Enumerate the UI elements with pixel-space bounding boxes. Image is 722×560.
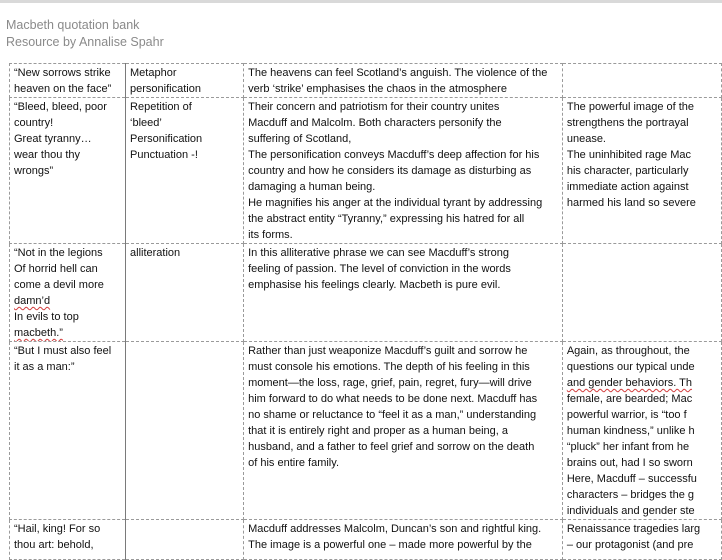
document-title: Macbeth quotation bank xyxy=(6,18,140,32)
quote-cell[interactable] xyxy=(10,98,126,244)
comment-line: characters – bridges the g xyxy=(566,489,695,501)
document-header xyxy=(6,17,164,51)
quote-cell[interactable] xyxy=(10,244,126,342)
analysis-line: husband, and a father to feel grief and sorrow on the death xyxy=(248,441,535,453)
quote-line-misspelled: macbeth.” xyxy=(14,327,63,339)
technique-line: ‘bleed’ xyxy=(130,117,162,129)
technique-cell[interactable] xyxy=(126,98,244,244)
technique-cell[interactable] xyxy=(126,64,244,98)
quote-line: come a devil more xyxy=(14,279,104,291)
quotation-table xyxy=(9,63,722,560)
technique-line: Punctuation -! xyxy=(130,149,198,161)
analysis-line: of his entire family. xyxy=(248,457,339,469)
analysis-line: The image is a powerful one – made more powerful by the xyxy=(248,539,532,551)
analysis-line: Their concern and patriotism for their country unites xyxy=(248,101,500,113)
comment-line: The powerful image of the xyxy=(566,101,695,113)
technique-cell[interactable] xyxy=(126,520,244,560)
analysis-line: emphasise his feelings clearly. Macbeth is pure evil. xyxy=(248,279,501,291)
quote-line: Of horrid hell can xyxy=(14,263,98,275)
comment-line: harmed his land so severe xyxy=(566,197,696,209)
analysis-line: damaging a human being. xyxy=(248,181,376,193)
quote-line: country! xyxy=(14,117,54,129)
technique-line: Personification xyxy=(130,133,203,145)
comment-line: powerful warrior, is “too f xyxy=(566,409,687,421)
quote-line: “Hail, king! For so xyxy=(14,523,101,535)
technique-line: personification xyxy=(130,83,201,95)
analysis-cell[interactable] xyxy=(244,244,563,342)
analysis-cell[interactable] xyxy=(244,520,563,560)
analysis-line: feeling of passion. The level of conviction in the words xyxy=(248,263,511,275)
comment-cell[interactable] xyxy=(562,244,721,342)
comment-line: human kindness,” unlike h xyxy=(566,425,695,437)
analysis-line: must console his emotions. The depth of his feeling in this xyxy=(248,361,530,373)
analysis-line: The heavens can feel Scotland’s anguish. The violence of the xyxy=(248,67,548,79)
comment-cell[interactable] xyxy=(562,342,721,520)
quote-line-misspelled: damn’d xyxy=(14,295,51,307)
table-row xyxy=(10,520,722,560)
analysis-line: no shame or reluctance to “feel it as a man,” understanding xyxy=(248,409,537,421)
comment-line: female, are bearded; Mac xyxy=(566,393,693,405)
quote-line: “New sorrows strike xyxy=(14,67,111,79)
analysis-line: that it is entirely right and proper as a human being, a xyxy=(248,425,508,437)
analysis-line: Macduff addresses Malcolm, Duncan’s son and rightful king. xyxy=(248,523,542,535)
table-row xyxy=(10,342,722,520)
table-row xyxy=(10,244,722,342)
comment-line: brains out, had I so sworn xyxy=(566,457,693,469)
quote-line: Great tyranny… xyxy=(14,133,92,145)
comment-cell[interactable] xyxy=(562,520,721,560)
analysis-line: him forward to do what needs to be done next. Macduff has xyxy=(248,393,538,405)
quote-line: it as a man:” xyxy=(14,361,75,373)
comment-line: unease. xyxy=(566,133,606,145)
comment-line-misspelled: and gender behaviors. Th xyxy=(566,377,693,389)
quote-line: “Not in the legions xyxy=(14,247,103,259)
technique-cell[interactable] xyxy=(126,244,244,342)
analysis-line: Rather than just weaponize Macduff’s guilt and sorrow he xyxy=(248,345,528,357)
analysis-line: the abstract entity “Tyranny,” expressing his hatred for all xyxy=(248,213,525,225)
comment-cell[interactable] xyxy=(562,98,721,244)
technique-cell[interactable] xyxy=(126,342,244,520)
analysis-line: He magnifies his anger at the individual tyrant by addressing xyxy=(248,197,543,209)
comment-line: strengthens the portrayal xyxy=(566,117,689,129)
quote-cell[interactable] xyxy=(10,342,126,520)
comment-line: Here, Macduff – successfu xyxy=(566,473,697,485)
comment-line: The uninhibited rage Mac xyxy=(566,149,691,161)
technique-line: Repetition of xyxy=(130,101,192,113)
comment-cell[interactable] xyxy=(562,64,721,98)
analysis-line: its forms. xyxy=(248,229,293,241)
analysis-line: country and how he considers its damage as disturbing as xyxy=(248,165,532,177)
quote-line: wrongs” xyxy=(14,165,54,177)
comment-line: immediate action against xyxy=(566,181,689,193)
technique-line: Metaphor xyxy=(130,67,177,79)
analysis-line: The personification conveys Macduff’s deep affection for his xyxy=(248,149,540,161)
comment-line: his character, particularly xyxy=(566,165,689,177)
top-border-strip xyxy=(0,0,722,3)
table-row xyxy=(10,64,722,98)
quote-line: thou art: behold, xyxy=(14,539,94,551)
quote-line: “But I must also feel xyxy=(14,345,112,357)
comment-line: individuals and gender ste xyxy=(566,505,695,517)
quote-line: In evils to top xyxy=(14,311,79,323)
quote-cell[interactable] xyxy=(10,64,126,98)
comment-line: Again, as throughout, the xyxy=(566,345,690,357)
comment-line: – our protagonist (and pre xyxy=(566,539,694,551)
quote-line: heaven on the face” xyxy=(14,83,112,95)
technique-line: alliteration xyxy=(130,247,181,259)
quote-line: “Bleed, bleed, poor xyxy=(14,101,107,113)
analysis-cell[interactable] xyxy=(244,342,563,520)
analysis-cell[interactable] xyxy=(244,98,563,244)
analysis-line: moment—the loss, rage, grief, pain, regret, fury—will drive xyxy=(248,377,532,389)
quote-cell[interactable] xyxy=(10,520,126,560)
analysis-line: In this alliterative phrase we can see Macduff’s strong xyxy=(248,247,509,259)
analysis-line: suffering of Scotland, xyxy=(248,133,352,145)
quote-line: wear thou thy xyxy=(14,149,81,161)
document-author: Resource by Annalise Spahr xyxy=(6,35,164,49)
analysis-cell[interactable] xyxy=(244,64,563,98)
analysis-line: Macduff and Malcolm. Both characters personify the xyxy=(248,117,502,129)
table-row xyxy=(10,98,722,244)
comment-line: questions our typical unde xyxy=(566,361,695,373)
analysis-line: verb ‘strike’ emphasises the chaos in the atmosphere xyxy=(248,83,507,95)
comment-line: “pluck” her infant from he xyxy=(566,441,690,453)
comment-line: Renaissance tragedies larg xyxy=(566,523,701,535)
